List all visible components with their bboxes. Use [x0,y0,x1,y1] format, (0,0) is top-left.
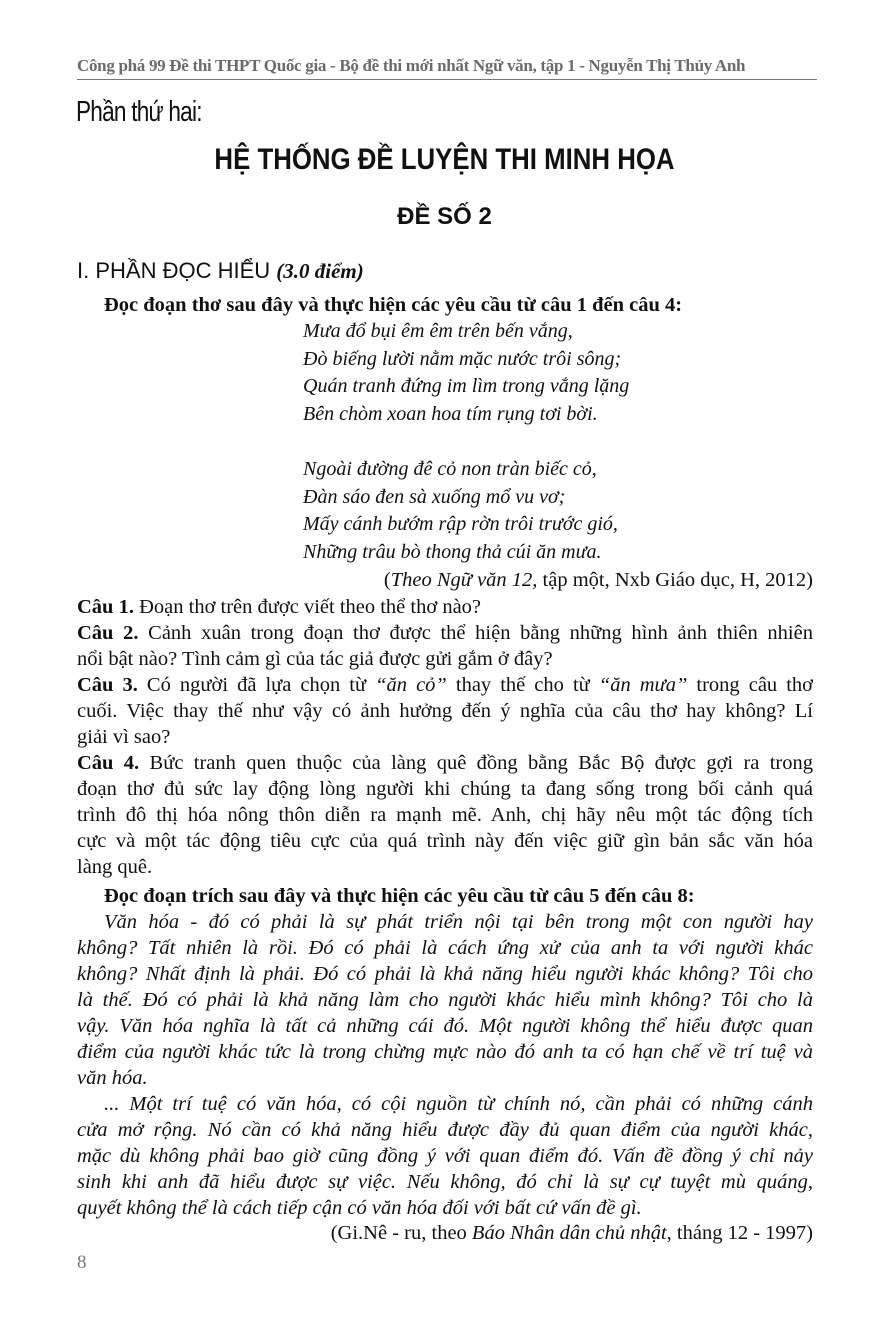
text-segment: đoạn thơ đủ sức lay động lòng người khi chúng ta đang sống trong bối cảnh quá [77,778,813,800]
poem-line: Mấy cánh bướm rập rờn trôi trước gió, [303,513,618,536]
poem-citation [77,567,813,593]
text-line [77,750,813,776]
poem-stanza-1 [303,318,629,428]
text-line: ... Một trí tuệ có văn hóa, có cội nguồn từ chính nó, cần phải có những cánh [104,1093,813,1115]
paragraph [77,1091,813,1221]
part-title: Phần thứ hai: [76,96,202,128]
section-heading [77,258,364,284]
text-segment: Đoạn thơ trên được viết theo thể thơ nào? [133,596,482,618]
header-divider [77,79,817,80]
text-line: là thế. Đó có phải là khả năng làm cho người khác hiểu mình không? Tôi cho là [77,989,813,1011]
poem-line: Đàn sáo đen sà xuống mổ vu vơ; [303,485,566,508]
text-line: mặc dù không phải bao giờ cũng đồng ý với quan điểm đó. Vấn đề đồng ý chỉ nảy [77,1145,813,1167]
text-line [77,672,813,698]
text-line: không? Tất nhiên là rồi. Đó có phải là cách ứng xử của anh ta với người khác [77,937,813,959]
poem-stanza-2 [303,456,618,566]
text-line [77,854,813,880]
text-segment: trình đô thị hóa nông thôn diễn ra mạnh mẽ. Anh, chị hãy nêu một tác động tích [77,804,813,826]
text-segment: thay thế cho từ [446,674,599,696]
text-segment: (Gi.Nê - ru, theo [330,1222,472,1244]
poem-line: Quán tranh đứng im lìm trong vắng lặng [303,375,630,398]
text-line: Văn hóa - đó có phải là sự phát triển nội tại bên trong một con người hay [104,911,813,933]
text-segment: Báo Nhân dân chủ nhật [471,1222,667,1244]
poem-line: Những trâu bò thong thả cúi ăn mưa. [303,540,602,563]
question-label: Câu 1. [77,596,134,618]
text-line: sinh khi anh đã hiểu được sự việc. Nếu không, đó chỉ là sự cự tuyệt mù quáng, [77,1171,813,1193]
poem-line: Đò biếng lười nằm mặc nước trôi sông; [303,347,622,370]
question-1 [77,594,813,620]
poem-line: Mưa đổ bụi êm êm trên bến vắng, [303,320,573,342]
text-line: quyết không thể là cách tiếp cận có văn hóa đối với bất cứ vấn đề gì. [77,1197,642,1219]
poem-line: Ngoài đường đê cỏ non tràn biếc cỏ, [303,458,597,480]
question-2 [77,620,813,672]
text-line [77,594,813,620]
text-line [77,698,813,724]
question-label: Câu 4. [77,752,140,774]
text-segment: Bức tranh quen thuộc của làng quê đồng bằng Bắc Bộ được gợi ra trong [139,752,813,774]
section-label: I. PHẦN ĐỌC HIỂU [77,258,277,283]
text-line: văn hóa. [77,1067,148,1089]
text-line: vậy. Văn hóa nghĩa là tất cả những cái đó. Một người không thể hiểu được quan [77,1015,813,1037]
question-4 [77,750,813,880]
text-line [77,646,813,672]
text-line [77,802,813,828]
running-header: Công phá 99 Đề thi THPT Quốc gia - Bộ đề thi mới nhất Ngữ văn, tập 1 - Nguyễn Thị Thủy Anh [77,56,746,75]
text-segment: trong câu thơ [687,674,813,696]
poem-line: Bên chòm xoan hoa tím rụng tơi bời. [303,402,598,425]
section-points: (3.0 điểm) [276,259,364,283]
text-line: điểm của người khác tức là trong chừng mực nào đó anh ta có hạn chế về trí tuệ và [77,1041,813,1063]
page-number: 8 [77,1252,87,1273]
text-line: cửa mở rộng. Nó cần có khả năng hiểu được đầy đủ quan điểm của người khác, [77,1119,813,1141]
text-segment: cực và một tác động tiêu cực của quá trình này đến việc giữ gìn bản sắc văn hóa [77,830,813,852]
text-segment: Có người đã lựa chọn từ [137,674,376,696]
exam-number: ĐỀ SỐ 2 [397,203,492,230]
excerpt-citation [77,1220,813,1246]
text-segment: , tháng 12 - 1997) [666,1222,813,1244]
text-line: không? Nhất định là phải. Đó có phải là khả năng hiểu người khác không? Tôi cho [77,963,813,985]
question-label: Câu 2. [77,622,139,644]
text-segment: cuối. Việc thay thế như vậy có ảnh hưởng đến ý nghĩa của câu thơ hay không? Lí [77,700,813,722]
text-segment: làng quê. [77,856,153,878]
text-line [77,724,813,750]
instruction-1: Đọc đoạn thơ sau đây và thực hiện các yêu cầu từ câu 1 đến câu 4: [104,294,683,316]
text-segment: Theo Ngữ văn 12, [390,569,538,591]
text-segment: tập một, Nxb Giáo dục, H, 2012) [537,569,813,591]
questions-list [77,594,813,880]
question-3 [77,672,813,750]
text-segment: nổi bật nào? Tình cảm gì của tác giả được gửi gắm ở đây? [77,648,553,670]
instruction-2: Đọc đoạn trích sau đây và thực hiện các yêu cầu từ câu 5 đến câu 8: [104,885,695,907]
text-line [77,776,813,802]
question-label: Câu 3. [77,674,138,696]
text-segment: giải vì sao? [77,726,171,748]
paragraph [77,909,813,1091]
text-segment: “ăn mưa” [598,674,688,696]
excerpt-passage [77,909,813,1221]
text-segment: Cảnh xuân trong đoạn thơ được thể hiện bằng những hình ảnh thiên nhiên [138,622,813,644]
text-line [77,620,813,646]
text-segment: “ăn cỏ” [375,674,447,696]
text-segment: ( [383,569,391,591]
main-title: HỆ THỐNG ĐỀ LUYỆN THI MINH HỌA [214,143,675,176]
text-line [77,828,813,854]
